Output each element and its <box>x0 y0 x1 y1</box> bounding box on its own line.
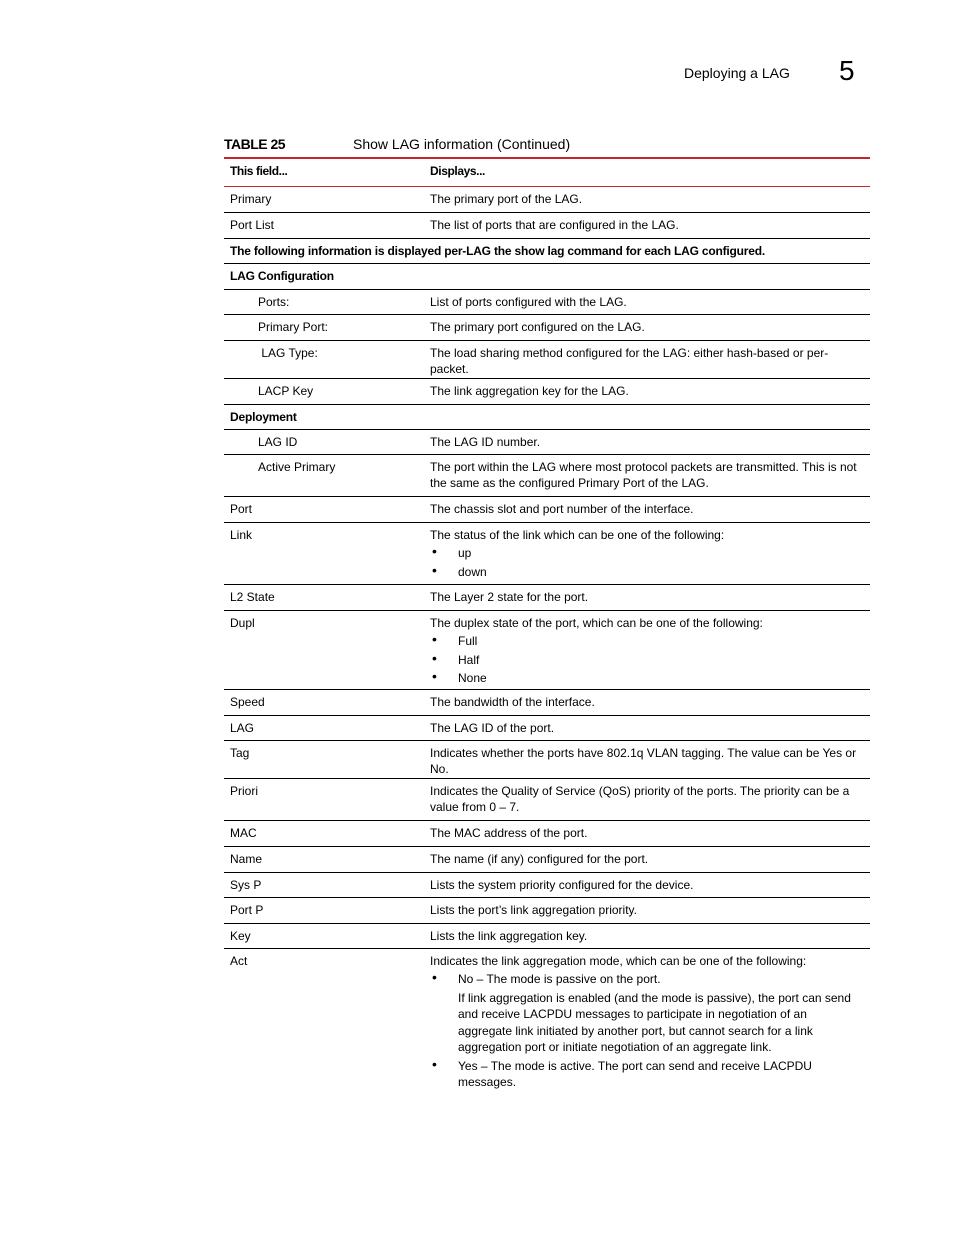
table-row <box>224 923 870 948</box>
bullet-icon: • <box>432 561 437 578</box>
bullet-icon: • <box>432 1055 437 1072</box>
field-description-cell <box>418 289 870 314</box>
bullet-icon: • <box>432 668 437 684</box>
table-row <box>224 404 870 429</box>
field-description-cell <box>418 314 870 340</box>
table-title: Show LAG information (Continued) <box>353 136 571 152</box>
bullet-item <box>430 971 864 1056</box>
field-description: The status of the link which can be one of the following: <box>430 527 725 542</box>
field-name: Speed <box>224 689 418 715</box>
bullet-item <box>430 633 864 650</box>
field-description: The chassis slot and port number of the interface. <box>430 501 694 516</box>
table-row <box>224 289 870 314</box>
field-description: The MAC address of the port. <box>430 825 588 840</box>
field-description-cell <box>418 186 870 212</box>
field-description-cell <box>418 820 870 846</box>
field-name: Port <box>224 496 418 522</box>
field-description: Indicates the link aggregation mode, which can be one of the following: <box>430 953 807 968</box>
field-name: Primary <box>224 186 418 212</box>
field-name: Ports: <box>224 289 418 314</box>
section-title: Deploying a LAG <box>684 65 790 81</box>
table-row <box>224 340 870 378</box>
field-description: The primary port configured on the LAG. <box>430 319 645 334</box>
field-description: Lists the system priority configured for the device. <box>430 877 694 892</box>
table-row <box>224 740 870 778</box>
lag-info-table <box>224 157 870 1091</box>
field-name: Port List <box>224 212 418 238</box>
chapter-number: 5 <box>839 55 855 86</box>
bullet-note: If link aggregation is enabled (and the mode is passive), the port can send and receive LACPDU messages to participate in negotiation of an aggregate link initiated by another port, but cannot search for a link aggregation port or initiate negotiation of an aggregate link. <box>458 990 851 1054</box>
field-description: The link aggregation key for the LAG. <box>430 383 629 398</box>
bullet-text: No – The mode is passive on the port. <box>458 972 661 986</box>
field-name: Sys P <box>224 872 418 897</box>
table-row <box>224 948 870 1091</box>
table-label: TABLE 25 <box>224 136 286 152</box>
bullet-item <box>430 1055 864 1091</box>
field-description-cell <box>418 522 870 584</box>
field-description: The LAG ID of the port. <box>430 720 555 735</box>
bullet-item <box>430 545 864 562</box>
table-row <box>224 454 870 496</box>
column-header-field: This field... <box>224 158 418 186</box>
field-description-cell <box>418 897 870 923</box>
bullet-item <box>430 561 864 581</box>
field-description: List of ports configured with the LAG. <box>430 294 627 309</box>
field-description-cell <box>418 846 870 872</box>
table-row <box>224 429 870 454</box>
table-row <box>224 610 870 689</box>
bullet-list <box>430 633 864 687</box>
table-row <box>224 378 870 404</box>
field-description-cell <box>418 610 870 689</box>
field-description: The load sharing method configured for the LAG: either hash-based or per-packet. <box>430 345 829 376</box>
table-row <box>224 238 870 263</box>
table-caption <box>224 136 571 152</box>
field-name: Dupl <box>224 610 418 689</box>
field-description-cell <box>418 212 870 238</box>
field-description-cell <box>418 872 870 897</box>
field-description: Indicates whether the ports have 802.1q VLAN tagging. The value can be Yes or No. <box>430 745 857 776</box>
field-description: The bandwidth of the interface. <box>430 694 595 709</box>
bullet-list <box>430 545 864 580</box>
field-description: Lists the link aggregation key. <box>430 928 588 943</box>
table-row <box>224 584 870 610</box>
table-row <box>224 496 870 522</box>
table-row <box>224 715 870 740</box>
field-description-cell <box>418 689 870 715</box>
field-description-cell <box>418 454 870 496</box>
field-description-cell <box>418 340 870 378</box>
field-name: Port P <box>224 897 418 923</box>
field-name: Priori <box>224 778 418 820</box>
field-description-cell <box>418 429 870 454</box>
field-description-cell <box>418 740 870 778</box>
field-description: The Layer 2 state for the port. <box>430 589 589 604</box>
bullet-text: Yes – The mode is active. The port can send and receive LACPDU messages. <box>458 1058 812 1089</box>
section-row-label: Deployment <box>224 404 870 429</box>
bullet-icon: • <box>432 969 437 985</box>
field-description: The port within the LAG where most protocol packets are transmitted. This is not the same as the configured Primary Port of the LAG. <box>430 459 857 490</box>
field-description-cell <box>418 715 870 740</box>
section-row-label: The following information is displayed per-LAG the show lag command for each LAG configured. <box>224 238 870 263</box>
field-name: Name <box>224 846 418 872</box>
field-name: LACP Key <box>224 378 418 404</box>
bullet-icon: • <box>432 543 437 559</box>
field-name: Key <box>224 923 418 948</box>
bullet-list <box>430 971 864 1091</box>
table-row <box>224 186 870 212</box>
field-description-cell <box>418 948 870 1091</box>
field-name: MAC <box>224 820 418 846</box>
field-name: Active Primary <box>224 454 418 496</box>
bullet-icon: • <box>432 631 437 647</box>
field-description-cell <box>418 496 870 522</box>
table-row <box>224 314 870 340</box>
bullet-text: None <box>458 671 487 685</box>
bullet-text: down <box>458 564 487 579</box>
table-row <box>224 897 870 923</box>
bullet-text: up <box>458 546 472 560</box>
section-row-label: LAG Configuration <box>224 263 870 289</box>
column-header-displays: Displays... <box>418 158 870 186</box>
field-name: L2 State <box>224 584 418 610</box>
field-description-cell <box>418 923 870 948</box>
field-name: Link <box>224 522 418 584</box>
bullet-text: Half <box>458 652 480 667</box>
field-description-cell <box>418 584 870 610</box>
field-description: The duplex state of the port, which can be one of the following: <box>430 615 763 630</box>
field-description: The list of ports that are configured in the LAG. <box>430 217 679 232</box>
table-row <box>224 689 870 715</box>
table-row <box>224 522 870 584</box>
field-description: Indicates the Quality of Service (QoS) priority of the ports. The priority can be a value from 0 – 7. <box>430 783 850 814</box>
table-row <box>224 212 870 238</box>
bullet-item <box>430 670 864 687</box>
bullet-item <box>430 649 864 669</box>
table-row <box>224 263 870 289</box>
field-description-cell <box>418 778 870 820</box>
field-description-cell <box>418 378 870 404</box>
field-description: The primary port of the LAG. <box>430 191 583 206</box>
table-row <box>224 872 870 897</box>
table-row <box>224 846 870 872</box>
table-row <box>224 778 870 820</box>
bullet-text: Full <box>458 634 478 648</box>
field-name: Act <box>230 953 248 968</box>
field-name: Primary Port: <box>224 314 418 340</box>
field-description: The name (if any) configured for the port. <box>430 851 649 866</box>
table-header-row <box>224 158 870 186</box>
field-name: Tag <box>224 740 418 778</box>
field-description: The LAG ID number. <box>430 434 541 449</box>
bullet-icon: • <box>432 649 437 666</box>
field-name: LAG ID <box>224 429 418 454</box>
table-row <box>224 820 870 846</box>
field-name: LAG <box>224 715 418 740</box>
field-name: LAG Type: <box>224 340 418 378</box>
field-description: Lists the port’s link aggregation priority. <box>430 902 637 917</box>
